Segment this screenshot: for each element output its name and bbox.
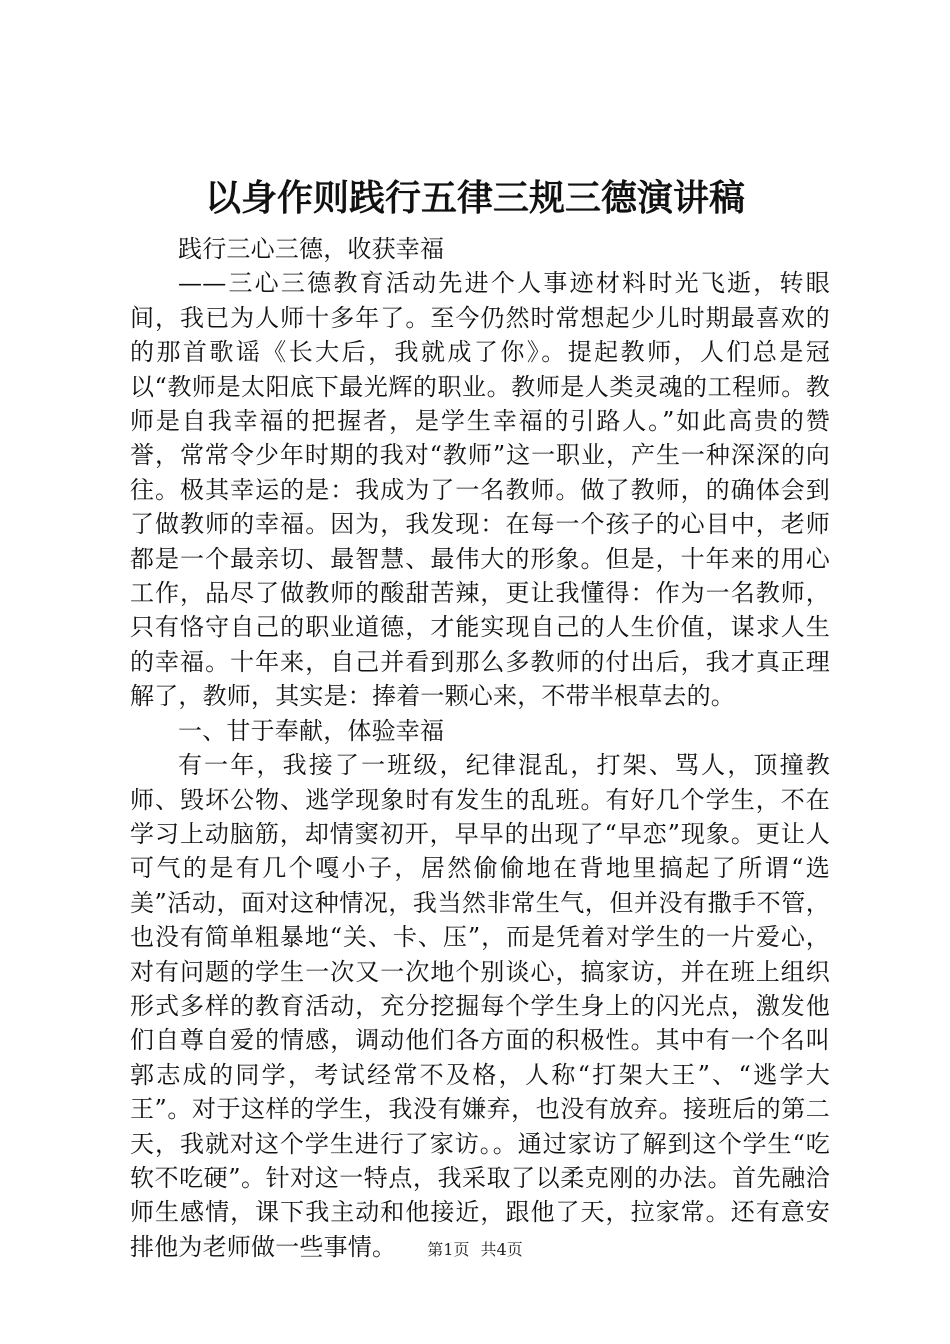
document-body (130, 232, 830, 1264)
page-footer (0, 1240, 950, 1260)
paragraph: 有一年，我接了一班级，纪律混乱，打架、骂人，顶撞教师、毁坏公物、逃学现象时有发生的乱班。有好几个学生，不在学习上动脑筋，却情窦初开，早早的出现了“早恋”现象。更让人可气的是有几个嘎小子，居然偷偷地在背地里搞起了所谓“选美”活动，面对这种情况，我当然非常生气，但并没有撒手不管，也没有简单粗暴地“关、卡、压”，而是凭着对学生的一片爱心，对有问题的学生一次又一次地个别谈心，搞家访，并在班上组织形式多样的教育活动，充分挖掘每个学生身上的闪光点，激发他们自尊自爱的情感，调动他们各方面的积极性。其中有一个名叫郭志成的同学，考试经常不及格，人称“打架大王”、“逃学大王”。对于这样的学生，我没有嫌弃，也没有放弃。接班后的第二天，我就对这个学生进行了家访。。通过家访了解到这个学生“吃软不吃硬”。针对这一特点，我采取了以柔克刚的办法。首先融洽师生感情，课下我主动和他接近，跟他了天，拉家常。还有意安排他为老师做一些事情。 (130, 751, 830, 1261)
paragraph: ——三心三德教育活动先进个人事迹材料时光飞逝，转眼间，我已为人师十多年了。至今仍然时常想起少儿时期最喜欢的的那首歌谣《长大后，我就成了你》。提起教师，人们总是冠以“教师是太阳底下最光辉的职业。教师是人类灵魂的工程师。教师是自我幸福的把握者，是学生幸福的引路人。”如此高贵的赞誉，常常令少年时期的我对“教师”这一职业，产生一种深深的向往。极其幸运的是：我成为了一名教师。做了教师，的确体会到了做教师的幸福。因为，我发现：在每一个孩子的心目中，老师都是一个最亲切、最智慧、最伟大的形象。但是，十年来的用心工作，品尽了做教师的酸甜苦辣，更让我懂得：作为一名教师，只有恪守自己的职业道德，才能实现自己的人生价值，谋求人生的幸福。十年来，自己并看到那么多教师的付出后，我才真正理解了，教师，其实是：捧着一颗心来，不带半根草去的。 (130, 269, 830, 711)
page-total: 共4页 (480, 1240, 523, 1259)
document-title: 以身作则践行五律三规三德演讲稿 (204, 177, 745, 219)
section-heading: 一、甘于奉献，体验幸福 (178, 716, 445, 745)
section-heading: 践行三心三德，收获幸福 (178, 235, 445, 263)
page-number: 第1页 (427, 1240, 470, 1259)
